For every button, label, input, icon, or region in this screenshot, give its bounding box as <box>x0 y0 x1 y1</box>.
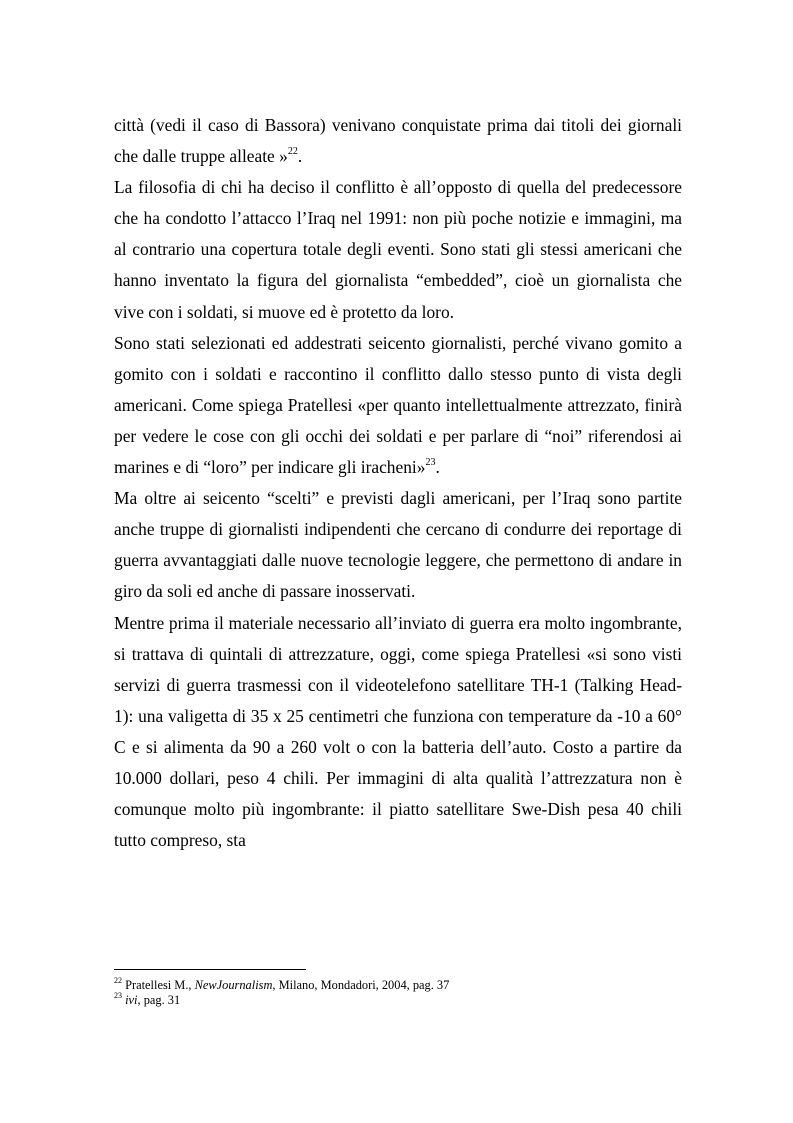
paragraph-4: Ma oltre ai seicento “scelti” e previsti dagli americani, per l’Iraq sono partite anche truppe di giornalisti indipendenti che cercano di condurre dei reportage di guerra avvantaggiati dalle nuove tecnologie leggere, che permettono di andare in giro da soli ed anche di passare inosservati. <box>114 488 682 602</box>
paragraph-3-end: . <box>435 457 440 478</box>
paragraph-1-end: . <box>297 146 303 167</box>
footnotes <box>114 975 682 1008</box>
footnote-title: ivi <box>125 993 138 1007</box>
footnote-ref-22[interactable]: 22 <box>287 146 298 158</box>
paragraph-1 <box>114 110 682 172</box>
paragraph-1-text: città (vedi il caso di Bassora) venivano conquistate prima dai titoli dei giornali che dalle truppe alleate » <box>114 115 682 167</box>
footnote-text: , Milano, Mondadori, 2004, pag. 37 <box>272 978 450 992</box>
footnote-text: Pratellesi M., <box>122 978 195 992</box>
footnote-title: NewJournalism <box>194 978 273 992</box>
footnote-text: , pag. 31 <box>137 993 181 1007</box>
footnote-number: 22 <box>114 975 122 985</box>
footnote-22 <box>114 975 682 993</box>
paragraph-5: Mentre prima il materiale necessario all’inviato di guerra era molto ingombrante, si trattava di quintali di attrezzature, oggi, come spiega Pratellesi «si sono visti servizi di guerra trasmessi con il videotelefono satellitare TH-1 (Talking Head- 1): una valigetta di 35 x 25 centimetri che funziona con temperature da -10 a 60° C e si alimenta da 90 a 260 volt o con la batteria dell’auto. Costo a partire da 10.000 dollari, peso 4 chili. Per immagini di alta qualità l’attrezzatura non è comunque molto più ingombrante: il piatto satellitare Swe-Dish pesa 40 chili tutto compreso, sta <box>114 612 682 851</box>
footnote-ref-23[interactable]: 23 <box>425 457 436 469</box>
paragraph-3 <box>114 328 682 483</box>
paragraph-3-text: Sono stati selezionati ed addestrati seicento giornalisti, perché vivano gomito a gomito con i soldati e raccontino il conflitto dallo stesso punto di vista degli americani. Come spiega Pratellesi «per quanto intellettualmente attrezzato, finirà per vedere le cose con gli occhi dei soldati e per parlare di “noi” riferendosi ai marines e di “loro” per indicare gli iracheni» <box>114 332 682 478</box>
footnote-23 <box>114 990 682 1008</box>
paragraph-2: La filosofia di chi ha deciso il conflitto è all’opposto di quella del predecessore che ha condotto l’attacco l’Iraq nel 1991: non più poche notizie e immagini, ma al contrario una copertura totale degli eventi. Sono stati gli stessi americani che hanno inventato la figura del giornalista “embedded”, cioè un giornalista che vive con i soldati, si muove ed è protetto da loro. <box>114 177 682 322</box>
footnote-number: 23 <box>114 990 122 1000</box>
page-body <box>114 110 682 856</box>
footnote-separator <box>114 969 306 970</box>
